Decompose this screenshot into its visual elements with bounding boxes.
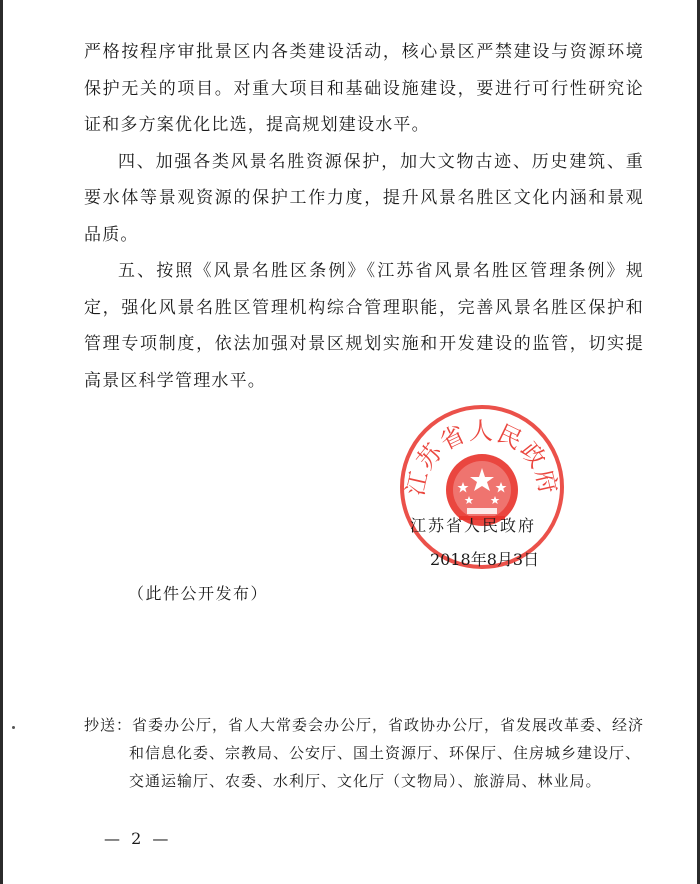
cc-text: 抄送：省委办公厅，省人大常委会办公厅，省政协办公厅，省发展改革委、经济和信息化委、宗教局、公安厅、国土资源厅、环保厅、住房城乡建设厅、交通运输厅、农委、水利厅、文化厅（文物局）、旅游局、林业局。 xyxy=(84,716,645,790)
page-number: — 2 — xyxy=(104,829,172,848)
paragraph-item-four: 四、加强各类风景名胜资源保护，加大文物古迹、历史建筑、重要水体等景观资源的保护工作力度，提升风景名胜区文化内涵和景观品质。 xyxy=(84,151,644,245)
paragraph-item-five: 五、按照《风景名胜区条例》《江苏省风景名胜区管理条例》规定，强化风景名胜区管理机构综合管理职能，完善风景名胜区保护和管理专项制度，依法加强对景区规划实施和开发建设的监管，切实提高景区科学管理水平。 xyxy=(84,261,644,391)
paragraph-continuation: 严格按程序审批景区内各类建设活动，核心景区严禁建设与资源环境保护无关的项目。对重大项目和基础设施建设，要进行可行性研究论证和多方案优化比选，提高规划建设水平。 xyxy=(84,42,644,135)
page-edge-left xyxy=(0,0,3,884)
signature-date: 2018年8月3日 xyxy=(430,550,540,569)
cc-list xyxy=(84,711,644,795)
scan-speck xyxy=(12,726,15,729)
public-release-note: （此件公开发布） xyxy=(128,584,269,603)
document-body xyxy=(84,34,644,399)
signature-organization: 江苏省人民政府 xyxy=(410,516,537,535)
seal-text: 江苏省人民政府 xyxy=(401,417,563,499)
